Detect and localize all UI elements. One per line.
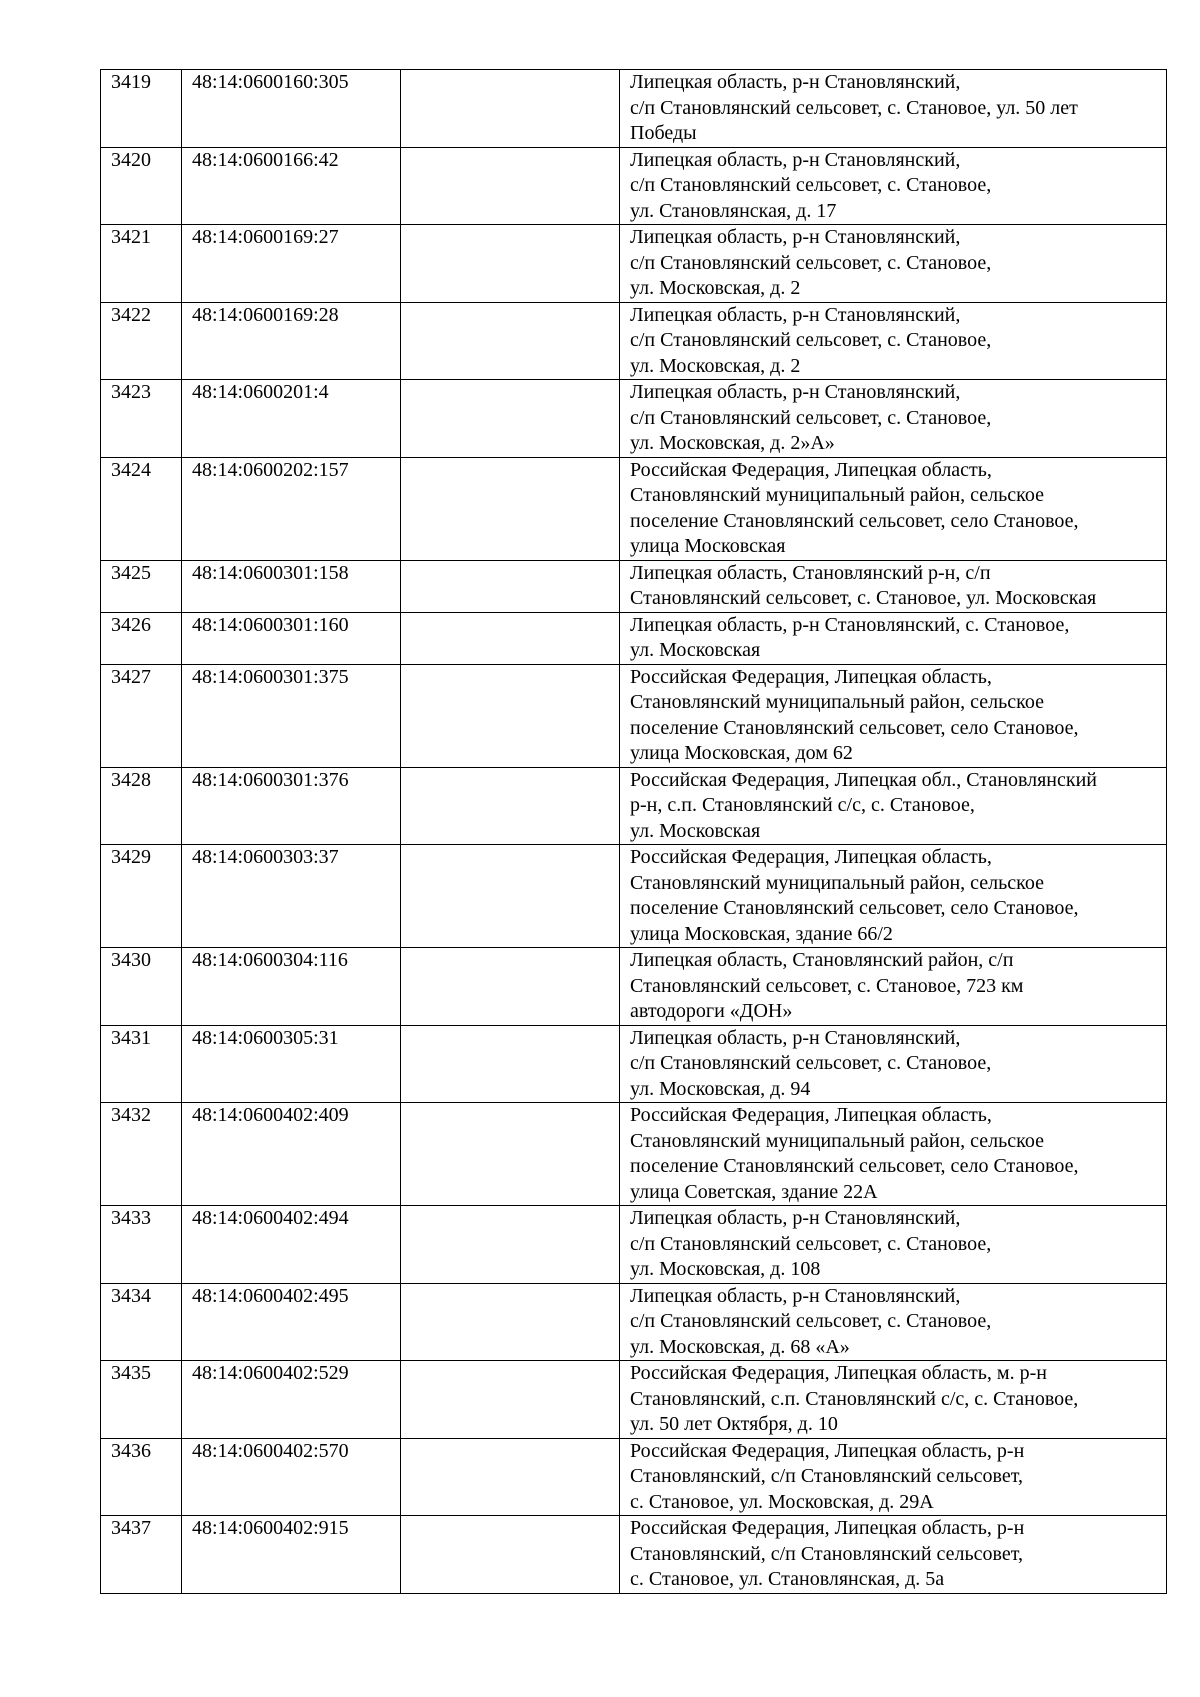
cadastral-number-cell: 48:14:0600402:915 — [182, 1516, 401, 1594]
registry-table — [100, 69, 1167, 1594]
table-row — [101, 767, 1167, 845]
address-line: ул. 50 лет Октября, д. 10 — [630, 1413, 838, 1435]
address-line: Становлянский муниципальный район, сельское — [630, 1129, 1044, 1152]
address-line: Становлянский муниципальный район, сельское — [630, 484, 1044, 506]
empty-cell — [401, 1516, 620, 1594]
empty-cell — [401, 147, 620, 225]
address-line: Российская Федерация, Липецкая область, — [630, 846, 992, 868]
empty-cell — [401, 1283, 620, 1361]
cadastral-number-cell: 48:14:0600201:4 — [182, 380, 401, 458]
cadastral-number-cell: 48:14:0600301:160 — [182, 612, 401, 664]
cadastral-number-cell: 48:14:0600402:494 — [182, 1206, 401, 1284]
address-cell — [620, 380, 1167, 458]
address-line: ул. Московская — [630, 639, 761, 661]
cadastral-number-cell: 48:14:0600402:529 — [182, 1361, 401, 1439]
empty-cell — [401, 380, 620, 458]
address-line: поселение Становлянский сельсовет, село Становое, — [630, 1155, 1079, 1177]
table-row — [101, 845, 1167, 948]
address-line: Липецкая область, р-н Становлянский, — [630, 148, 961, 171]
address-line: с/п Становлянский сельсовет, с. Становое, — [630, 406, 992, 429]
address-cell — [620, 70, 1167, 148]
address-line: улица Московская, здание 66/2 — [630, 922, 893, 945]
table-row — [101, 948, 1167, 1026]
row-number-cell: 3427 — [101, 664, 182, 767]
table-row — [101, 1438, 1167, 1516]
table-row — [101, 457, 1167, 560]
address-line: поселение Становлянский сельсовет, село Становое, — [630, 897, 1079, 919]
address-cell — [620, 1438, 1167, 1516]
empty-cell — [401, 612, 620, 664]
address-cell — [620, 664, 1167, 767]
registry-table-body — [101, 70, 1167, 1594]
row-number-cell: 3432 — [101, 1103, 182, 1206]
address-line: с/п Становлянский сельсовет, с. Становое, — [630, 1310, 992, 1332]
address-cell — [620, 1283, 1167, 1361]
address-line: улица Московская — [630, 535, 786, 557]
table-row — [101, 1283, 1167, 1361]
empty-cell — [401, 948, 620, 1026]
row-number-cell: 3425 — [101, 560, 182, 612]
table-row — [101, 612, 1167, 664]
table-row — [101, 302, 1167, 380]
cadastral-number-cell: 48:14:0600305:31 — [182, 1025, 401, 1103]
table-row — [101, 1025, 1167, 1103]
cadastral-number-cell: 48:14:0600402:409 — [182, 1103, 401, 1206]
address-line: ул. Московская, д. 94 — [630, 1077, 811, 1100]
address-line: ул. Становлянская, д. 17 — [630, 199, 837, 222]
address-line: с/п Становлянский сельсовет, с. Становое, ул. 50 лет — [630, 96, 1078, 119]
address-line: с. Становое, ул. Становлянская, д. 5а — [630, 1568, 945, 1590]
address-line: Становлянский сельсовет, с. Становое, 723 км — [630, 974, 1024, 997]
address-cell — [620, 560, 1167, 612]
address-line: Российская Федерация, Липецкая область, м. р-н — [630, 1362, 1047, 1384]
address-cell — [620, 612, 1167, 664]
table-row — [101, 1516, 1167, 1594]
address-line: Липецкая область, р-н Становлянский, — [630, 381, 961, 403]
empty-cell — [401, 70, 620, 148]
cadastral-number-cell: 48:14:0600402:495 — [182, 1283, 401, 1361]
empty-cell — [401, 664, 620, 767]
address-cell — [620, 1025, 1167, 1103]
address-line: улица Советская, здание 22А — [630, 1180, 878, 1203]
address-line: Российская Федерация, Липецкая обл., Становлянский — [630, 768, 1098, 791]
empty-cell — [401, 845, 620, 948]
row-number-cell: 3429 — [101, 845, 182, 948]
address-line: Российская Федерация, Липецкая область, р-н — [630, 1517, 1025, 1539]
address-line: ул. Московская — [630, 819, 761, 842]
table-row — [101, 225, 1167, 303]
address-line: Победы — [630, 122, 697, 144]
cadastral-number-cell: 48:14:0600301:158 — [182, 560, 401, 612]
address-line: с/п Становлянский сельсовет, с. Становое, — [630, 329, 992, 351]
row-number-cell: 3437 — [101, 1516, 182, 1594]
address-line: автодороги «ДОН» — [630, 1000, 793, 1022]
address-cell — [620, 1103, 1167, 1206]
address-cell — [620, 302, 1167, 380]
document-page — [100, 69, 1166, 1594]
address-line: Российская Федерация, Липецкая область, — [630, 458, 992, 481]
row-number-cell: 3434 — [101, 1283, 182, 1361]
address-line: с/п Становлянский сельсовет, с. Становое, — [630, 174, 992, 196]
address-line: Липецкая область, р-н Становлянский, — [630, 226, 961, 248]
table-row — [101, 560, 1167, 612]
address-line: Липецкая область, р-н Становлянский, — [630, 1207, 961, 1229]
address-line: Становлянский, с/п Становлянский сельсовет, — [630, 1542, 1023, 1565]
address-cell — [620, 948, 1167, 1026]
row-number-cell: 3420 — [101, 147, 182, 225]
empty-cell — [401, 767, 620, 845]
cadastral-number-cell: 48:14:0600169:28 — [182, 302, 401, 380]
row-number-cell: 3433 — [101, 1206, 182, 1284]
table-row — [101, 664, 1167, 767]
address-cell — [620, 1516, 1167, 1594]
table-row — [101, 1103, 1167, 1206]
address-line: ул. Московская, д. 2 — [630, 277, 801, 299]
address-cell — [620, 1361, 1167, 1439]
row-number-cell: 3430 — [101, 948, 182, 1026]
empty-cell — [401, 560, 620, 612]
address-line: Липецкая область, р-н Становлянский, — [630, 71, 961, 93]
row-number-cell: 3423 — [101, 380, 182, 458]
row-number-cell: 3424 — [101, 457, 182, 560]
address-line: Липецкая область, р-н Становлянский, с. Становое, — [630, 613, 1070, 636]
address-line: поселение Становлянский сельсовет, село Становое, — [630, 716, 1079, 739]
cadastral-number-cell: 48:14:0600304:116 — [182, 948, 401, 1026]
row-number-cell: 3422 — [101, 302, 182, 380]
table-row — [101, 1206, 1167, 1284]
cadastral-number-cell: 48:14:0600301:375 — [182, 664, 401, 767]
address-line: поселение Становлянский сельсовет, село Становое, — [630, 509, 1079, 532]
address-line: Липецкая область, р-н Становлянский, — [630, 1284, 961, 1307]
cadastral-number-cell: 48:14:0600202:157 — [182, 457, 401, 560]
row-number-cell: 3431 — [101, 1025, 182, 1103]
address-line: Становлянский муниципальный район, сельское — [630, 691, 1044, 713]
address-line: с. Становое, ул. Московская, д. 29А — [630, 1490, 934, 1513]
cadastral-number-cell: 48:14:0600303:37 — [182, 845, 401, 948]
address-line: Российская Федерация, Липецкая область, — [630, 665, 992, 688]
address-line: Становлянский сельсовет, с. Становое, ул. Московская — [630, 587, 1097, 609]
cadastral-number-cell: 48:14:0600402:570 — [182, 1438, 401, 1516]
address-cell — [620, 767, 1167, 845]
table-row — [101, 1361, 1167, 1439]
cadastral-number-cell: 48:14:0600301:376 — [182, 767, 401, 845]
address-cell — [620, 147, 1167, 225]
address-cell — [620, 1206, 1167, 1284]
address-line: ул. Московская, д. 68 «А» — [630, 1335, 850, 1358]
address-line: Становлянский, с.п. Становлянский с/с, с. Становое, — [630, 1387, 1079, 1410]
cadastral-number-cell: 48:14:0600166:42 — [182, 147, 401, 225]
table-row — [101, 70, 1167, 148]
table-row — [101, 380, 1167, 458]
address-line: р-н, с.п. Становлянский с/с, с. Становое, — [630, 794, 975, 816]
row-number-cell: 3436 — [101, 1438, 182, 1516]
empty-cell — [401, 1103, 620, 1206]
address-line: Липецкая область, р-н Становлянский, — [630, 303, 961, 326]
address-line: Липецкая область, Становлянский р-н, с/п — [630, 561, 991, 584]
address-line: Липецкая область, р-н Становлянский, — [630, 1026, 961, 1049]
address-line: Российская Федерация, Липецкая область, — [630, 1104, 992, 1126]
empty-cell — [401, 225, 620, 303]
empty-cell — [401, 457, 620, 560]
address-line: с/п Становлянский сельсовет, с. Становое, — [630, 1052, 992, 1074]
row-number-cell: 3419 — [101, 70, 182, 148]
address-line: ул. Московская, д. 2 — [630, 354, 801, 377]
address-cell — [620, 457, 1167, 560]
address-line: с/п Становлянский сельсовет, с. Становое, — [630, 1232, 992, 1255]
address-line: Становлянский муниципальный район, сельское — [630, 871, 1044, 894]
address-line: ул. Московская, д. 108 — [630, 1258, 821, 1280]
address-cell — [620, 845, 1167, 948]
address-line: улица Московская, дом 62 — [630, 742, 853, 764]
empty-cell — [401, 1206, 620, 1284]
address-line: Российская Федерация, Липецкая область, р-н — [630, 1439, 1025, 1462]
cadastral-number-cell: 48:14:0600169:27 — [182, 225, 401, 303]
row-number-cell: 3435 — [101, 1361, 182, 1439]
empty-cell — [401, 1025, 620, 1103]
address-line: ул. Московская, д. 2»А» — [630, 432, 835, 454]
address-cell — [620, 225, 1167, 303]
empty-cell — [401, 1438, 620, 1516]
cadastral-number-cell: 48:14:0600160:305 — [182, 70, 401, 148]
address-line: с/п Становлянский сельсовет, с. Становое, — [630, 251, 992, 274]
row-number-cell: 3421 — [101, 225, 182, 303]
address-line: Липецкая область, Становлянский район, с/п — [630, 949, 1014, 971]
table-row — [101, 147, 1167, 225]
address-line: Становлянский, с/п Становлянский сельсовет, — [630, 1465, 1023, 1487]
row-number-cell: 3426 — [101, 612, 182, 664]
empty-cell — [401, 1361, 620, 1439]
row-number-cell: 3428 — [101, 767, 182, 845]
empty-cell — [401, 302, 620, 380]
